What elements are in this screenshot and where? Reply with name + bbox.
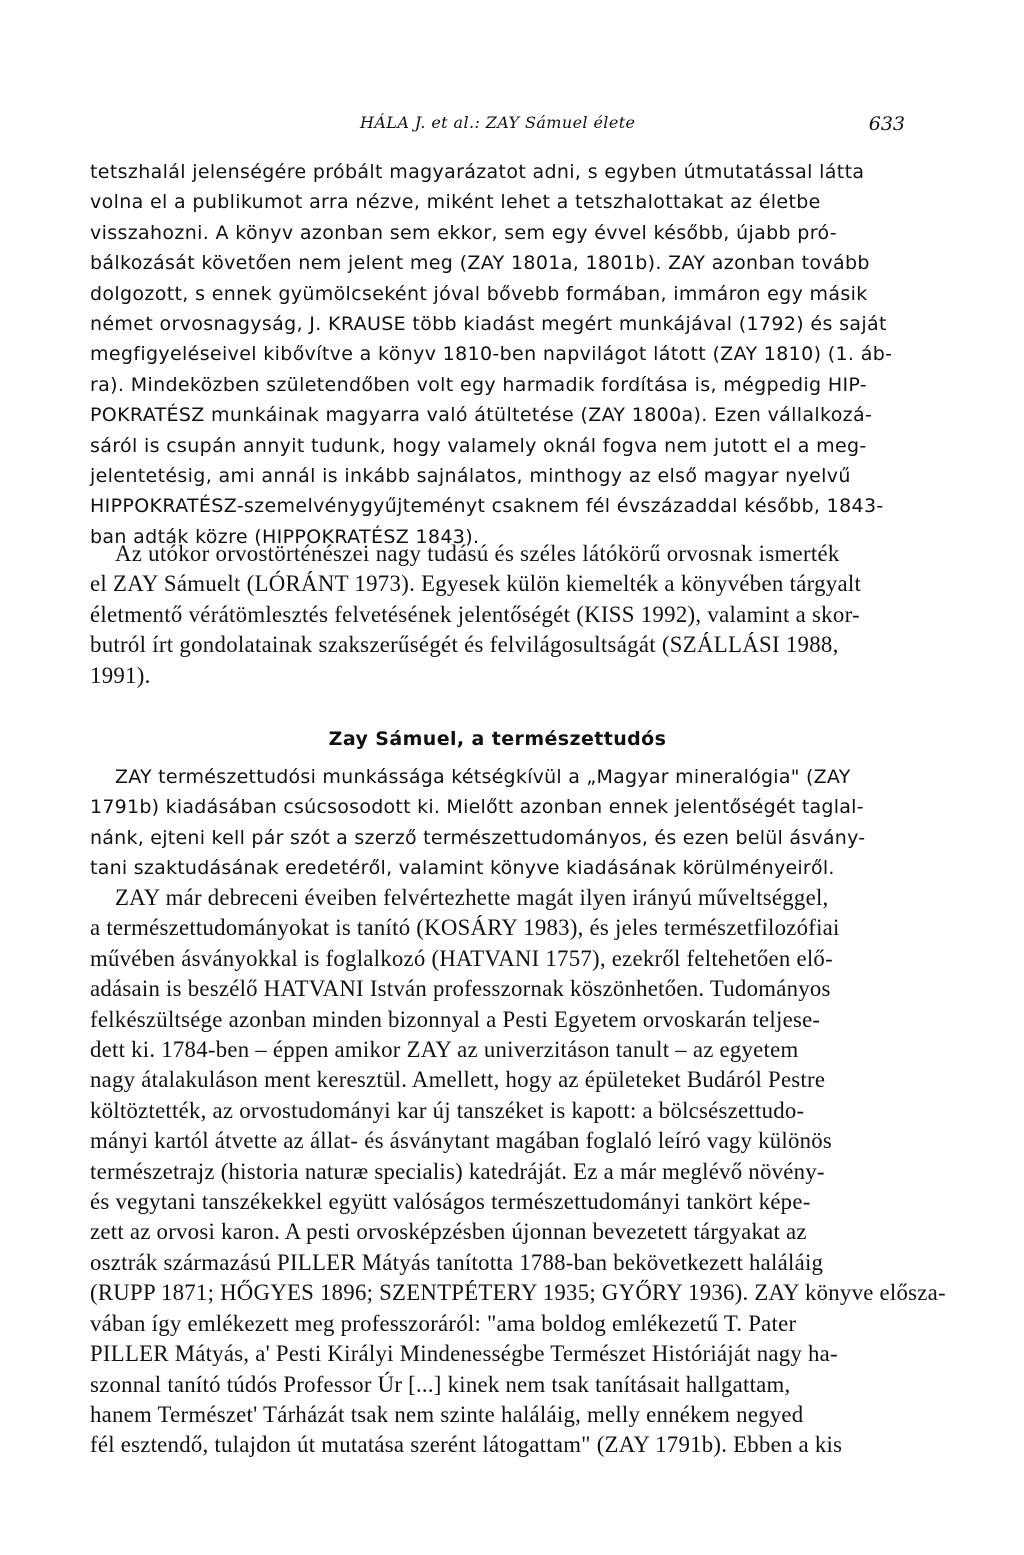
text-line: hanem Természet' Tárházát tsak nem szinte haláláig, melly ennékem negyed — [90, 1401, 804, 1427]
text-line: visszahozni. A könyv azonban sem ekkor, sem egy évvel később, újabb pró- — [90, 221, 837, 244]
text-line: művében ásványokkal is foglalkozó (HATVANI 1757), ezekről feltehetően elő- — [90, 945, 833, 971]
text-line: természetrajz (historia naturæ specialis) katedráját. Ez a már meglévő növény- — [90, 1158, 825, 1184]
text-line: butról írt gondolatainak szakszerűségét és felvilágosultságát (SZÁLLÁSI 1988, — [90, 632, 839, 658]
text-line: szonnal tanító túdós Professor Úr [...] kinek nem tsak tanításait hallgattam, — [90, 1371, 791, 1397]
text-line: 1791b) kiadásában csúcsosodott ki. Mielőtt azonban ennek jelentőségét taglal- — [90, 796, 864, 819]
text-line: vában így emlékezett meg professzoráról: "ama boldog emlékezetű T. Pater — [90, 1310, 797, 1336]
text-line: felkészültsége azonban minden bizonnyal a Pesti Egyetem orvoskarán teljese- — [90, 1006, 821, 1032]
text-line: költöztették, az orvostudományi kar új tanszéket is kapott: a bölcsészettudo- — [90, 1097, 805, 1123]
text-line: volna el a publikumot arra nézve, miként lehet a tetszhalottakat az életbe — [90, 191, 821, 214]
text-line: ban adták közre (HIPPOKRATÉSZ 1843). — [90, 525, 480, 548]
text-line: nánk, ejteni kell pár szót a szerző természettudományos, és ezen belül ásvány- — [90, 826, 866, 849]
text-line: fél esztendő, tulajdon út mutatása szerént látogattam" (ZAY 1791b). Ebben a kis — [90, 1432, 843, 1458]
paragraph-4 — [90, 883, 946, 1461]
text-line: zett az orvosi karon. A pesti orvosképzésben újonnan bevezetett tárgyakat az — [90, 1219, 807, 1245]
text-line: életmentő vérátömlesztés felvetésének jelentőségét (KISS 1992), valamint a skor- — [90, 601, 860, 627]
text-line: Az utókor orvostörténészei nagy tudású és széles látókörű orvosnak ismerték — [115, 541, 840, 566]
text-line: HIPPOKRATÉSZ-szemelvénygyűjteményt csaknem fél évszázaddal később, 1843- — [90, 495, 884, 518]
text-line: sáról is csupán annyit tudunk, hogy valamely oknál fogva nem jutott el a meg- — [90, 434, 867, 457]
page-number: 633 — [868, 113, 905, 135]
running-head: HÁLA J. et al.: ZAY Sámuel élete — [360, 113, 636, 132]
text-line: mányi kartól átvette az állat- és ásványtant magában foglaló leíró vagy különös — [90, 1128, 833, 1154]
text-line: 1991). — [90, 662, 151, 688]
paragraph-2 — [90, 539, 905, 691]
text-line: dett ki. 1784-ben – éppen amikor ZAY az univerzitáson tanult – az egyetem — [90, 1037, 799, 1063]
text-line: és vegytani tanszékekkel együtt valóságos természettudományi tankört képe- — [90, 1189, 811, 1215]
text-line: osztrák származású PILLER Mátyás tanította 1788-ban bekövetkezett haláláig — [90, 1249, 824, 1275]
text-line: el ZAY Sámuelt (LÓRÁNT 1973). Egyesek külön kiemelték a könyvében tárgyalt — [90, 571, 862, 597]
text-line: jelentetésig, ami annál is inkább sajnálatos, minthogy az első magyar nyelvű — [90, 465, 851, 488]
text-line: PILLER Mátyás, a' Pesti Királyi Mindenességbe Természet Históriáját nagy ha- — [90, 1341, 838, 1367]
section-heading: Zay Sámuel, a természettudós — [328, 727, 667, 750]
text-line: nagy átalakuláson ment keresztül. Amellett, hogy az épületeket Budáról Pestre — [90, 1067, 826, 1093]
paragraph-3 — [90, 762, 905, 884]
text-line: dolgozott, s ennek gyümölcseként jóval bővebb formában, immáron egy másik — [90, 282, 868, 305]
text-line: (RUPP 1871; HŐGYES 1896; SZENTPÉTERY 1935; GYŐRY 1936). ZAY könyve elősza- — [90, 1280, 946, 1306]
text-line: megfigyeléseivel kibővítve a könyv 1810-ben napvilágot látott (ZAY 1810) (1. áb- — [90, 343, 893, 366]
text-line: ZAY természettudósi munkássága kétségkívül a „Magyar mineralógia" (ZAY — [115, 766, 851, 788]
text-line: ra). Mindeközben születendőben volt egy harmadik fordítása is, mégpedig HIP- — [90, 373, 868, 396]
text-line: bálkozását követően nem jelent meg (ZAY 1801a, 1801b). ZAY azonban tovább — [90, 252, 870, 275]
text-line: tetszhalál jelenségére próbált magyarázatot adni, s egyben útmutatással látta — [90, 161, 865, 183]
page-header — [90, 113, 905, 145]
text-line: adásain is beszélő HATVANI István professzornak köszönhetően. Tudományos — [90, 976, 831, 1002]
text-line: tani szaktudásának eredetéről, valamint könyve kiadásának körülményeiről. — [90, 857, 835, 880]
text-line: ZAY már debreceni éveiben felvértezhette magát ilyen irányú műveltséggel, — [115, 885, 829, 910]
paragraph-1 — [90, 157, 905, 552]
text-line: POKRATÉSZ munkáinak magyarra való átültetése (ZAY 1800a). Ezen vállalkozá- — [90, 404, 873, 427]
text-line: német orvosnagyság, J. KRAUSE több kiadást megért munkájával (1792) és saját — [90, 313, 887, 336]
text-line: a természettudományokat is tanító (KOSÁRY 1983), és jeles természetfilozófiai — [90, 915, 840, 941]
